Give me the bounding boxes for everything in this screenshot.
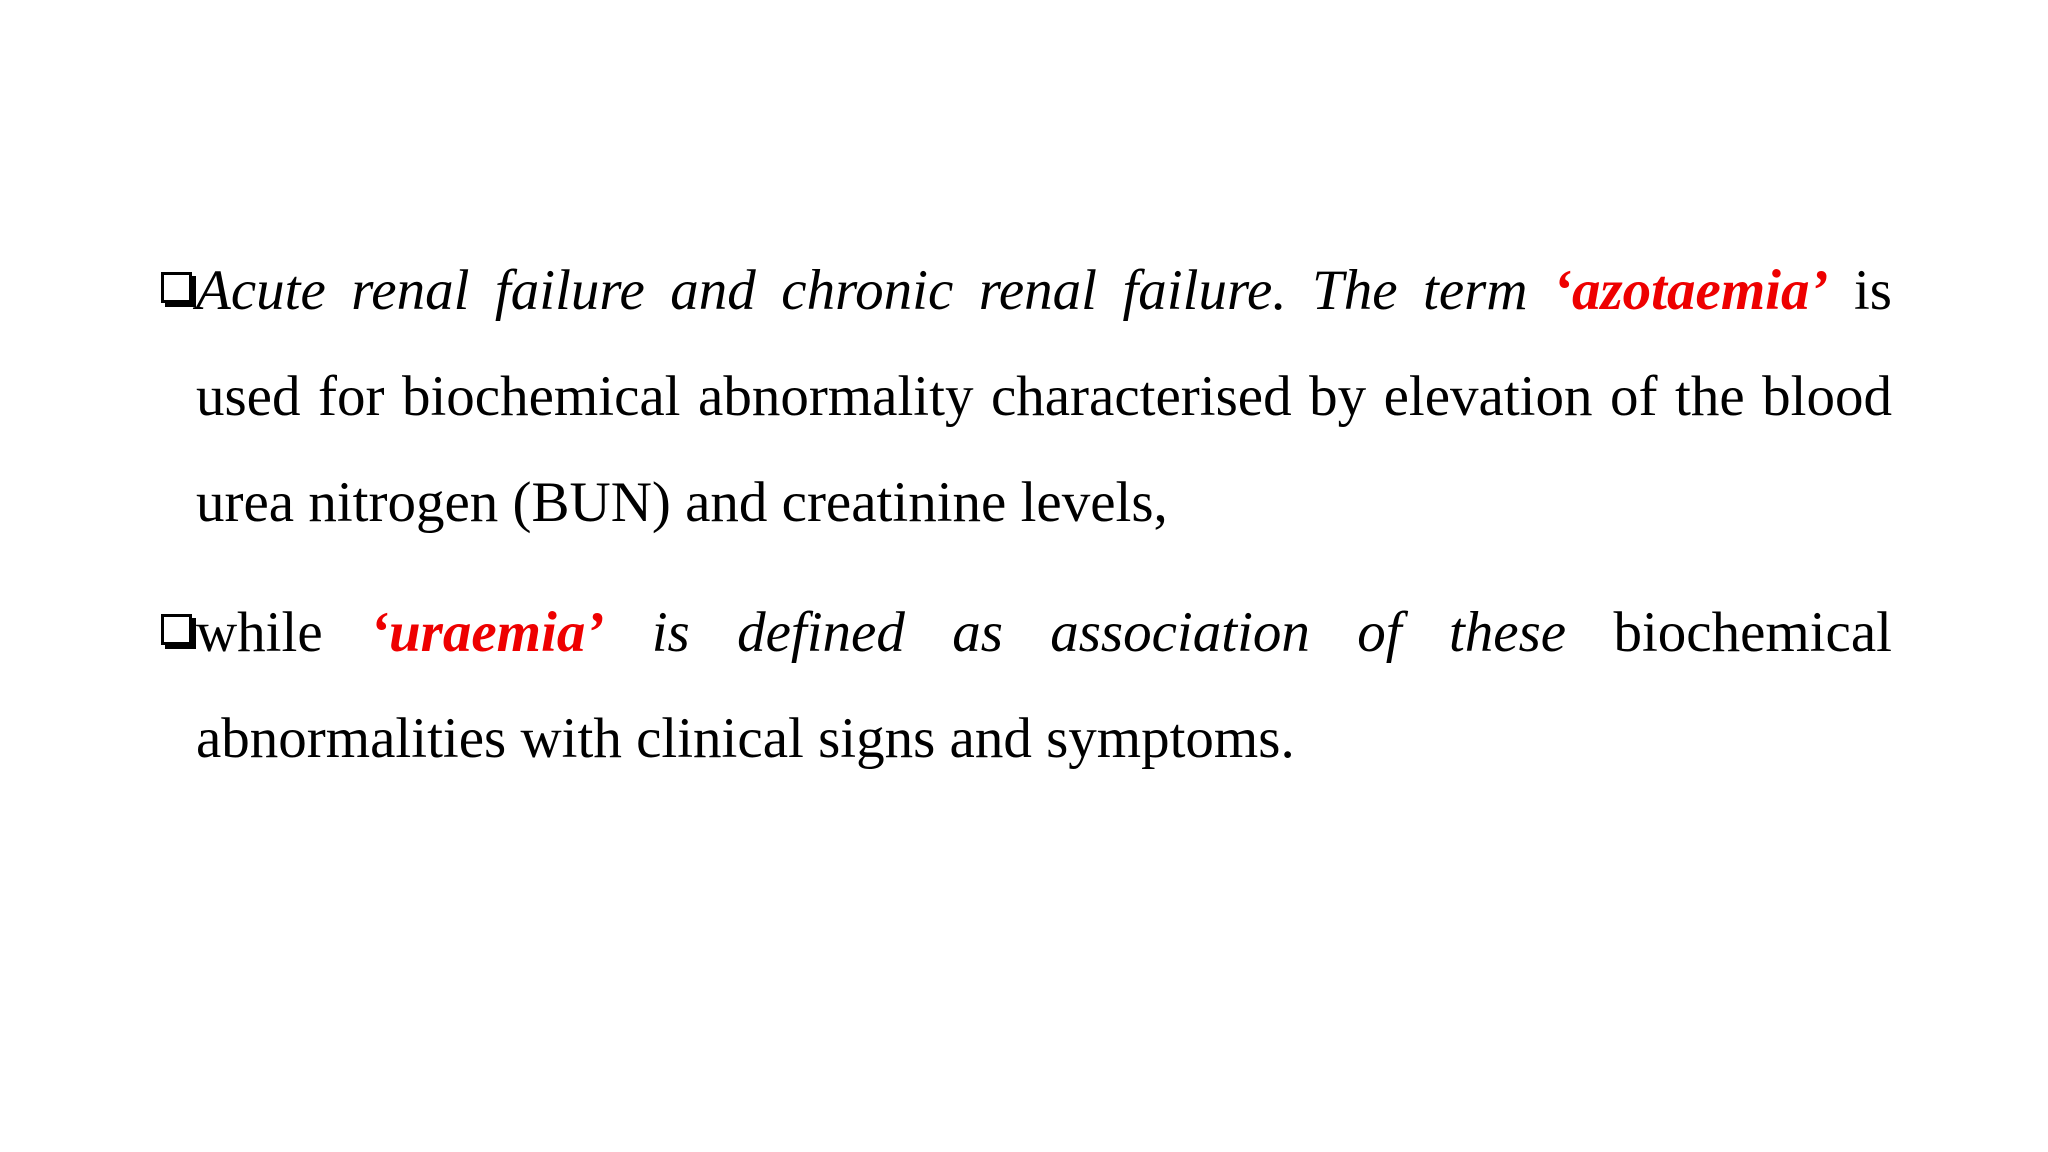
uraemia-definition-italic-text: is defined as association of these: [604, 601, 1567, 664]
bullet-list: [158, 238, 1892, 816]
shadowed-square-bullet-icon: [161, 272, 192, 303]
azotaemia-intro-text: Acute renal failure and chronic renal failure. The term: [196, 259, 1554, 322]
shadowed-square-bullet-icon: [161, 614, 192, 645]
uraemia-term: ‘uraemia’: [370, 601, 605, 664]
uraemia-intro-text: while: [196, 601, 370, 664]
uraemia-definition-text: biochemical abnormalities with clinical signs and symptoms.: [196, 601, 1892, 770]
azotaemia-term: ‘azotaemia’: [1553, 259, 1829, 322]
azotaemia-definition-text: is used for biochemical abnormality characterised by elevation of the blood urea nitrogen (BUN) and creatinine levels,: [196, 259, 1892, 534]
bullet-item-uraemia: [158, 580, 1892, 792]
bullet-item-azotaemia: [158, 238, 1892, 556]
